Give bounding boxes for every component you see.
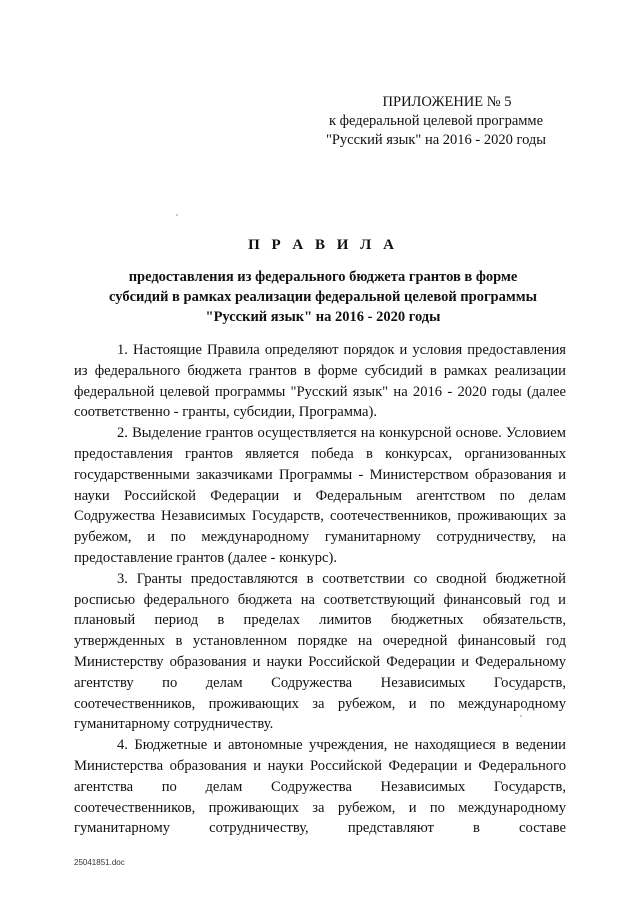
paragraph-4: 4. Бюджетные и автономные учреждения, не находящиеся в ведении Министерства образования и науки Российской Федерации и Федерального агентства по делам Содружества Независимых Государств, соотечественников, проживающих за рубежом, и по международному гуманитарному сотрудничеству, представляют в составе [74,737,566,837]
scan-speck [176,214,178,216]
paragraph-2: 2. Выделение грантов осуществляется на конкурсной основе. Условием предоставления грантов является победа в конкурсах, организованных государственными заказчиками Программы - Министерством образования и науки Российской Федерации и Федеральным агентством по делам Содружества Независимых Государств, соотечественников, проживающих за рубежом, и по международному гуманитарному сотрудничеству, на предоставление грантов (далее - конкурс). [74,425,566,566]
document-body [74,340,566,839]
paragraph-3: 3. Гранты предоставляются в соответствии со сводной бюджетной росписью федерального бюджета на соответствующий финансовый год и плановый период в пределах лимитов бюджетных обязательств, утвержденных в установленном порядке на очередной финансовый год Министерству образования и науки Российской Федерации и Федеральному агентству по делам Содружества Независимых Государств, соотечественников, проживающих за рубежом, и по международному гуманитарному сотрудничеству. [74,570,566,733]
document-subtitle-line-2: субсидий в рамках реализации федеральной целевой программы [109,289,537,305]
footer-filename: 25041851.doc [74,858,125,867]
paragraph-1: 1. Настоящие Правила определяют порядок и условия предоставления из федерального бюджета грантов в форме субсидий в рамках реализации федеральной целевой программы "Русский язык" на 2016 - 2020 годы (далее соответственно - гранты, субсидии, Программа). [74,342,566,421]
appendix-line-1: к федеральной целевой программе [328,113,544,129]
appendix-header [300,93,572,150]
appendix-line-2: "Русский язык" на 2016 - 2020 годы [325,132,547,148]
document-subtitle-line-3: "Русский язык" на 2016 - 2020 годы [205,309,441,325]
document-heading [80,236,566,327]
document-title: П Р А В И Л А [248,237,398,253]
document-subtitle-line-1: предоставления из федерального бюджета грантов в форме [128,269,518,285]
scan-speck [520,715,522,717]
appendix-title: ПРИЛОЖЕНИЕ № 5 [382,94,512,110]
